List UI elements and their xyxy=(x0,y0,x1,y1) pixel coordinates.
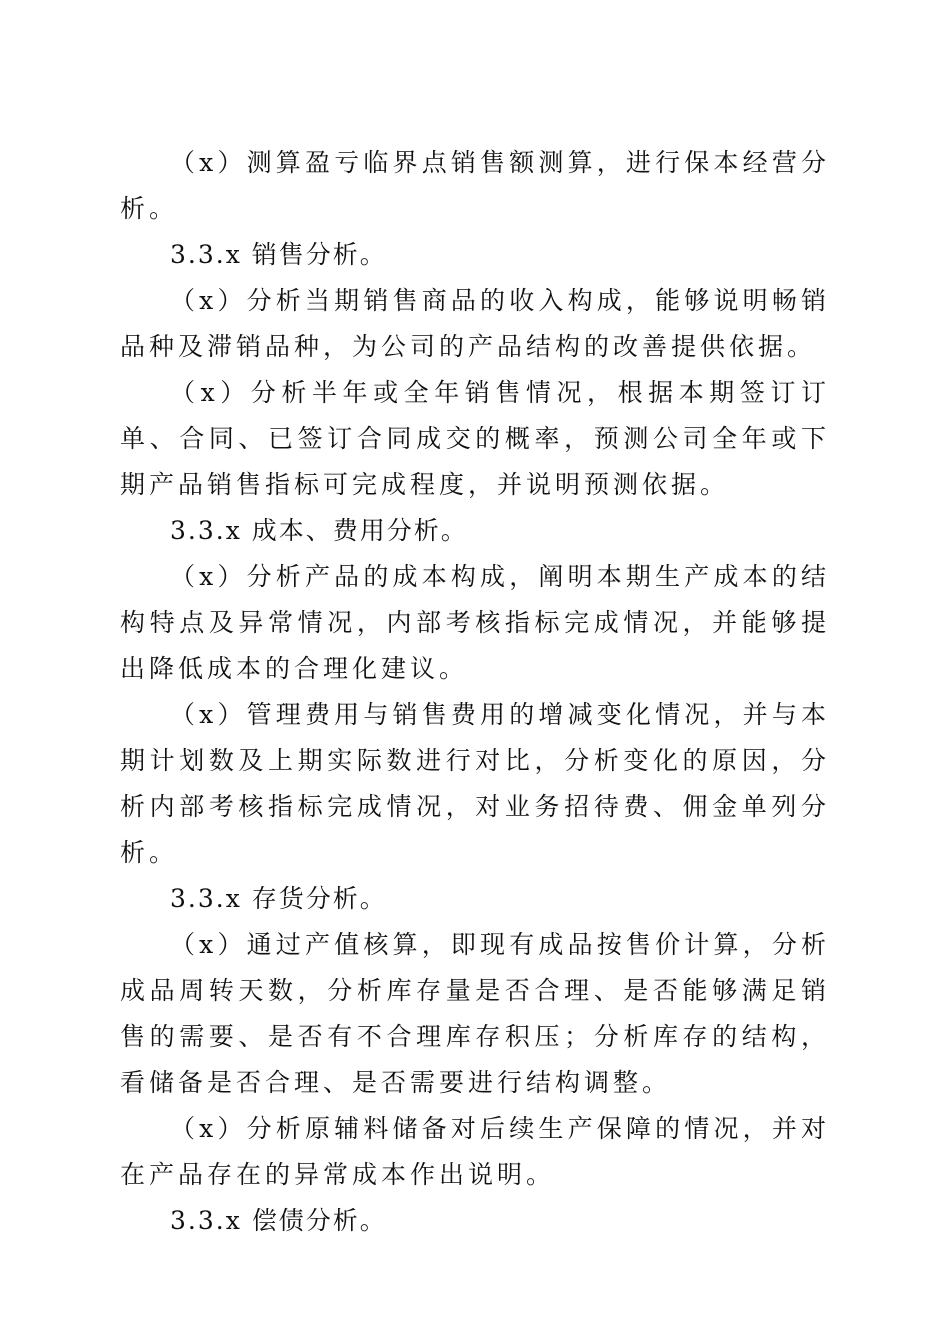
section-heading-solvency-analysis: 3.3.x 偿债分析。 xyxy=(170,1206,387,1235)
paragraph-sales-forecast: （x）分析半年或全年销售情况，根据本期签订订单、合同、已签订合同成交的概率，预测公司全年或下期产品销售指标可完成程度，并说明预测依据。 xyxy=(120,378,830,499)
paragraph-raw-material-reserve: （x）分析原辅料储备对后续生产保障的情况，并对在产品存在的异常成本作出说明。 xyxy=(120,1114,830,1189)
section-heading-sales-analysis: 3.3.x 销售分析。 xyxy=(170,240,387,269)
document-body xyxy=(120,140,830,1244)
paragraph-cost-composition: （x）分析产品的成本构成，阐明本期生产成本的结构特点及异常情况，内部考核指标完成情况，并能够提出降低成本的合理化建议。 xyxy=(120,562,830,683)
paragraph-breakeven-analysis: （x）测算盈亏临界点销售额测算，进行保本经营分析。 xyxy=(120,148,830,223)
paragraph-expense-comparison: （x）管理费用与销售费用的增减变化情况，并与本期计划数及上期实际数进行对比，分析变化的原因，分析内部考核指标完成情况，对业务招待费、佣金单列分析。 xyxy=(120,700,830,867)
section-heading-cost-expense-analysis: 3.3.x 成本、费用分析。 xyxy=(170,516,468,545)
section-heading-inventory-analysis: 3.3.x 存货分析。 xyxy=(170,884,387,913)
paragraph-inventory-turnover: （x）通过产值核算，即现有成品按售价计算，分析成品周转天数，分析库存量是否合理、是否能够满足销售的需要、是否有不合理库存积压；分析库存的结构，看储备是否合理、是否需要进行结构调整。 xyxy=(120,930,830,1097)
paragraph-sales-revenue-composition: （x）分析当期销售商品的收入构成，能够说明畅销品种及滞销品种，为公司的产品结构的改善提供依据。 xyxy=(120,286,830,361)
